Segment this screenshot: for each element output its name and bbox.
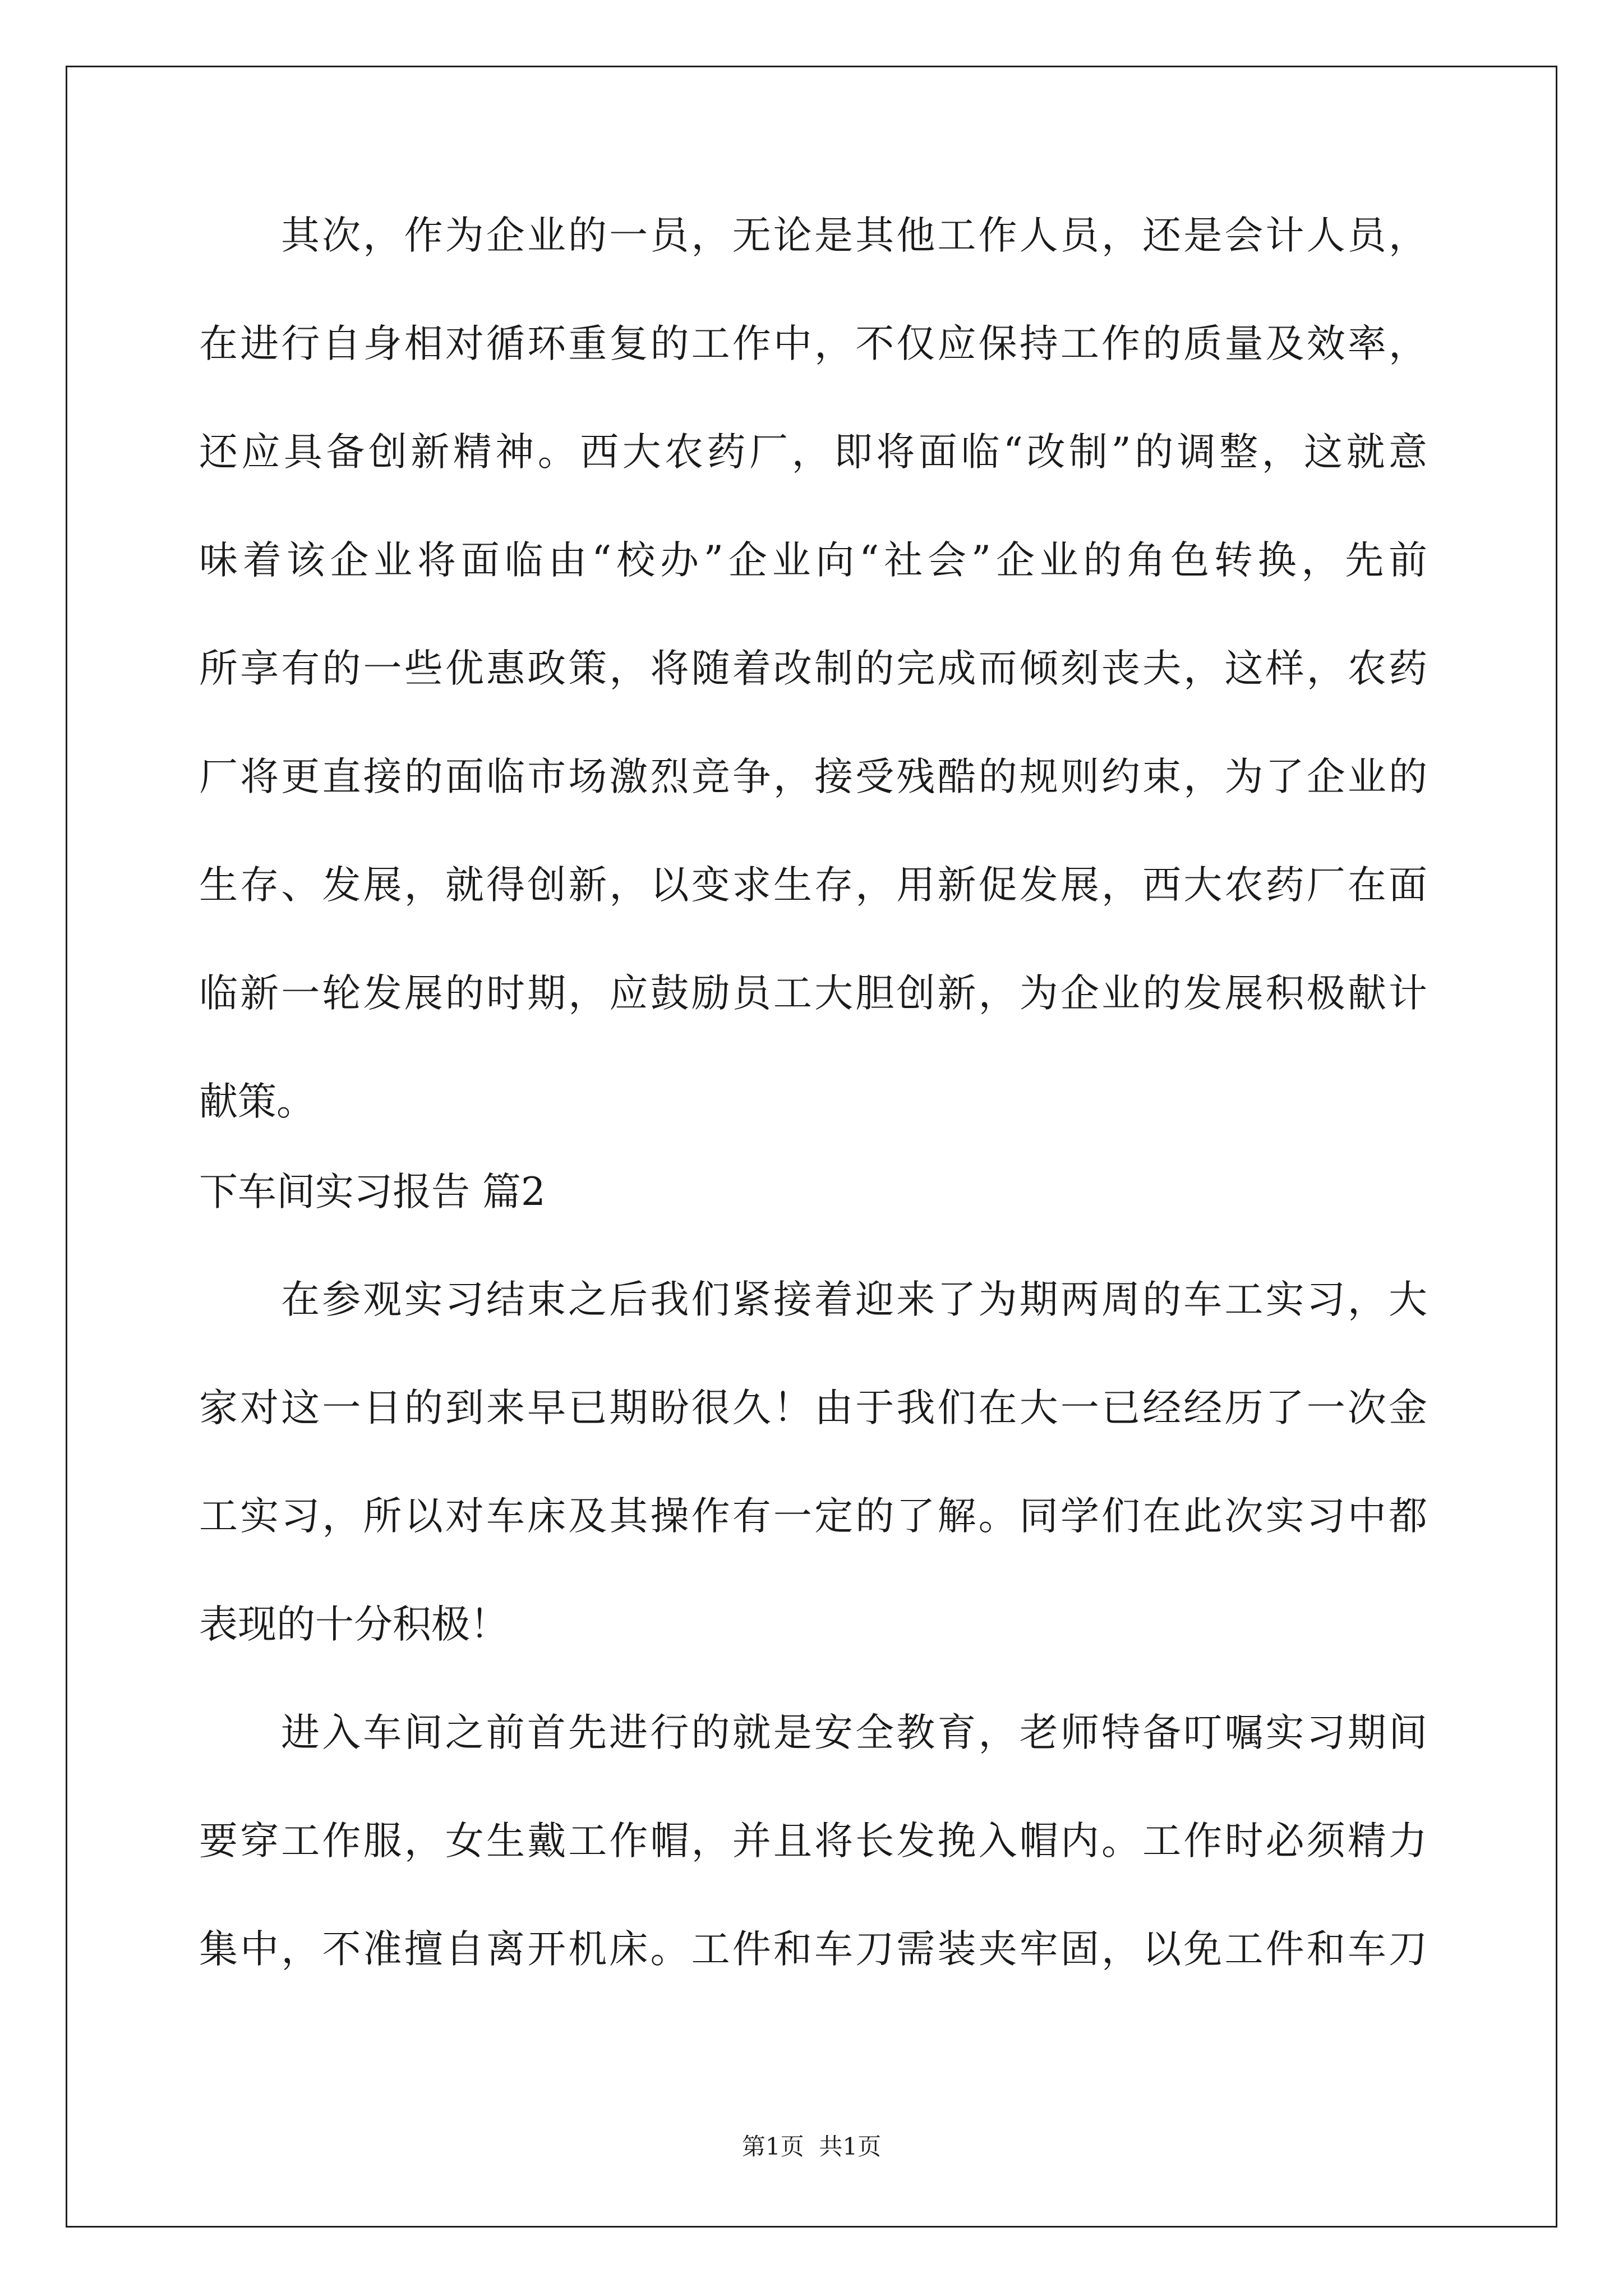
- paragraph-line: 家对这一日的到来早已期盼很久！由于我们在大一已经经历了一次金: [199, 1386, 1427, 1430]
- paragraph-line: 表现的十分积极！: [199, 1602, 509, 1647]
- paragraph-line: 还应具备创新精神。西大农药厂，即将面临“改制”的调整，这就意: [199, 430, 1427, 475]
- paragraph-line: 味着该企业将面临由“校办”企业向“社会”企业的角色转换，先前: [199, 538, 1427, 583]
- paragraph-line: 临新一轮发展的时期，应鼓励员工大胆创新，为企业的发展积极献计: [199, 971, 1427, 1016]
- section-heading: 下车间实习报告 篇2: [199, 1170, 546, 1214]
- page-footer: 第1页 共1页: [741, 2133, 882, 2160]
- paragraph-line: 在参观实习结束之后我们紧接着迎来了为期两周的车工实习，大: [281, 1277, 1427, 1322]
- paragraph-line: 所享有的一些优惠政策，将随着改制的完成而倾刻丧夫，这样，农药: [199, 646, 1427, 691]
- paragraph-line: 献策。: [199, 1079, 315, 1124]
- paragraph-line: 进入车间之前首先进行的就是安全教育，老师特备叮嘱实习期间: [281, 1710, 1427, 1755]
- paragraph-line: 工实习，所以对车床及其操作有一定的了解。同学们在此次实习中都: [199, 1494, 1427, 1539]
- paragraph-line: 在进行自身相对循环重复的工作中，不仅应保持工作的质量及效率，: [199, 321, 1427, 366]
- paragraph-line: 厂将更直接的面临市场激烈竞争，接受残酷的规则约束，为了企业的: [199, 754, 1427, 799]
- page-border: [66, 66, 1557, 2228]
- paragraph-line: 要穿工作服，女生戴工作帽，并且将长发挽入帽内。工作时必须精力: [199, 1819, 1427, 1864]
- paragraph-line: 生存、发展，就得创新，以变求生存，用新促发展，西大农药厂在面: [199, 863, 1427, 908]
- paragraph-line: 集中，不准擅自离开机床。工件和车刀需装夹牢固，以免工件和车刀: [199, 1927, 1427, 1972]
- paragraph-line: 其次，作为企业的一员，无论是其他工作人员，还是会计人员，: [281, 213, 1427, 258]
